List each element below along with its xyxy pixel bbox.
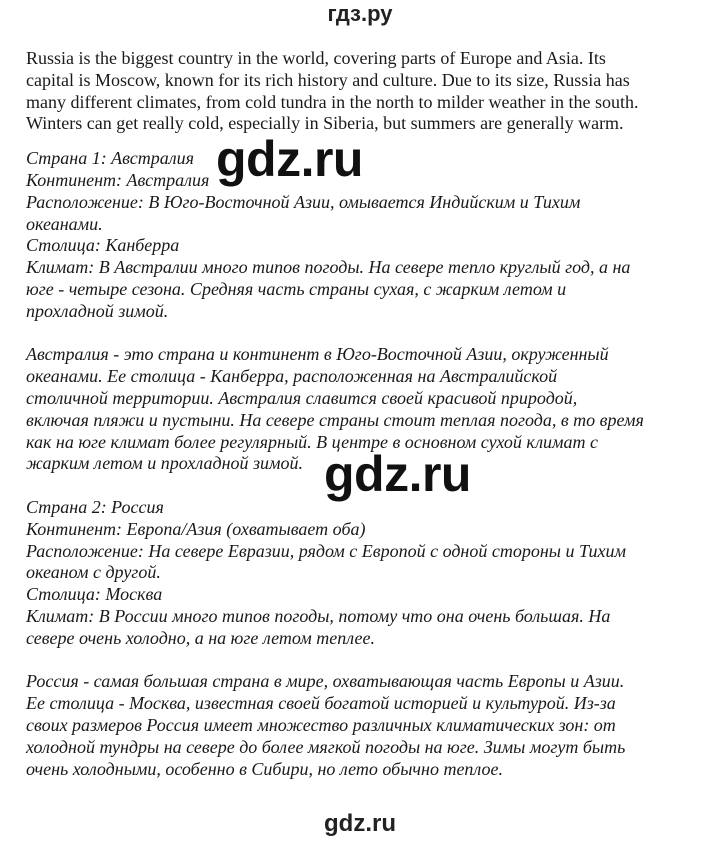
text-line: Winters can get really cold, especially in Siberia, but summers are generally warm. xyxy=(26,113,624,134)
country2-location-cont: океаном с другой. xyxy=(26,562,161,583)
text-line: столичной территории. Австралия славится своей красивой природой, xyxy=(26,387,578,408)
country1-location-cont: океанами. xyxy=(26,213,103,234)
english-paragraph xyxy=(26,48,686,135)
text-line: Russia is the biggest country in the world, covering parts of Europe and Asia. Its xyxy=(26,48,606,68)
text-line: Россия - самая большая страна в мире, охватывающая часть Европы и Азии. xyxy=(26,671,625,692)
watermark-logo: gdz.ru xyxy=(324,446,471,502)
country2-facts xyxy=(26,497,686,650)
text-line: Австралия - это страна и континент в Юго-Восточной Азии, окруженный xyxy=(26,344,609,365)
country2-location: Расположение: На севере Евразии, рядом с Европой с одной стороны и Тихим xyxy=(26,540,627,561)
text-line: жарким летом и прохладной зимой. xyxy=(26,453,304,474)
country1-location: Расположение: В Юго-Восточной Азии, омывается Индийским и Тихим xyxy=(26,191,581,212)
country1-climate-cont: юге - четыре сезона. Средняя часть страны сухая, с жарким летом и xyxy=(26,278,567,299)
text-line: Ее столица - Москва, известная своей богатой историей и культурой. Из-за xyxy=(26,693,616,714)
text-line: океанами. Ее столица - Канберра, расположенная на Австралийской xyxy=(26,366,558,387)
text-line: capital is Moscow, known for its rich history and culture. Due to its size, Russia has xyxy=(26,69,630,90)
text-line: очень холодными, особенно в Сибири, но лето обычно теплое. xyxy=(26,758,503,779)
country1-title: Страна 1: Австралия xyxy=(26,148,194,169)
country1-climate-cont: прохладной зимой. xyxy=(26,300,169,321)
spacer xyxy=(26,323,686,345)
country2-title: Страна 2: Россия xyxy=(26,496,164,517)
watermark-logo: gdz.ru xyxy=(216,131,363,187)
country2-paragraph xyxy=(26,671,686,780)
text-line: как на юге климат более регулярный. В центре в основном сухой климат с xyxy=(26,431,599,452)
country2-capital: Столица: Москва xyxy=(26,584,163,605)
site-header-title: гдз.ру xyxy=(327,1,393,26)
text-line: many different climates, from cold tundra in the north to milder weather in the south. xyxy=(26,91,639,112)
country1-continent: Континент: Австралия xyxy=(26,169,210,190)
country2-continent: Континент: Европа/Азия (охватывает оба) xyxy=(26,518,366,539)
country1-capital: Столица: Канберра xyxy=(26,235,180,256)
text-line: включая пляжи и пустыни. На севере страны стоит теплая погода, в то время xyxy=(26,409,644,430)
country1-climate: Климат: В Австралии много типов погоды. На севере тепло круглый год, а на xyxy=(26,257,631,278)
text-line: холодной тундры на севере до более мягкой погоды на юге. Зимы могут быть xyxy=(26,736,626,757)
spacer xyxy=(26,650,686,672)
site-footer-title: gdz.ru xyxy=(324,810,396,837)
text-line: своих размеров Россия имеет множество различных климатических зон: от xyxy=(26,714,616,735)
country2-climate-cont: севере очень холодно, а на юге летом теплее. xyxy=(26,627,375,648)
country2-climate: Климат: В России много типов погоды, потому что она очень большая. На xyxy=(26,605,611,626)
